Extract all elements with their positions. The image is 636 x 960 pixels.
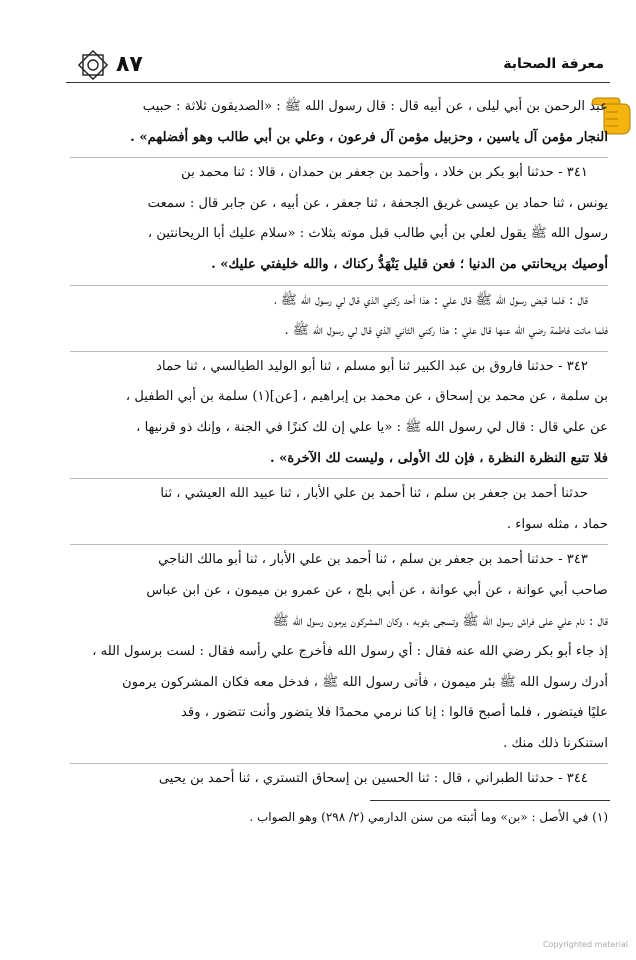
text-line: ٣٤٢ - حدثنا فاروق بن عبد الكبير ثنا أبو مسلم ، ثنا أبو الوليد الطيالسي ، ثنا حماد (156, 358, 588, 374)
text-line: قال : فلما قبض رسول الله ﷺ قال علي : هذا أحد ركني الذي قال لي رسول الله ﷺ ، (274, 292, 588, 308)
page-number: ٨٧ (116, 52, 143, 77)
text-line: عن علي قال : قال لي رسول الله ﷺ : «يا علي إن لك كنزًا في الجنة ، وإنك ذو قرنيها ، (136, 419, 608, 435)
text-line: قال : نام علي على فراش رسول الله ﷺ وتسجى بثوبه ، وكان المشركون يرمون رسول الله ﷺ (272, 613, 608, 629)
text-line: صاحب أبي عوانة ، عن أبي عوانة ، عن أبي بلج ، عن عمرو بن ميمون ، عن ابن عباس (146, 582, 608, 598)
footnote-divider (370, 800, 610, 801)
text-line: أوصيك بريحانتي من الدنيا ؛ فعن قليل يَنْهَدُّ ركناك ، والله خليفتي عليك» . (211, 256, 608, 272)
text-line: النجار مؤمن آل ياسين ، وحزبيل مؤمن آل فرعون ، وعلي بن أبي طالب وهو أفضلهم» . (130, 129, 608, 145)
footnote: (١) في الأصل : «بن» وما أثبته من سنن الدارمي (٢/ ٢٩٨) وهو الصواب . (249, 810, 608, 824)
paragraph-hadith-340-end (70, 92, 608, 153)
copyright-watermark: Copyrighted material (542, 940, 628, 949)
page-header (66, 48, 610, 83)
running-title: معرفة الصحابة (503, 56, 604, 72)
text-line: فلما ماتت فاطمة رضي الله عنها قال علي : هذا ركني الثاني الذي قال لي رسول الله ﷺ . (284, 323, 608, 339)
paragraph-hadith-341-note (70, 285, 608, 347)
octagonal-star-ornament-icon (76, 48, 110, 82)
text-line: عبد الرحمن بن أبي ليلى ، عن أبيه قال : قال رسول الله ﷺ : «الصديقون ثلاثة : حبيب (142, 99, 608, 114)
paragraph-hadith-341 (70, 157, 608, 280)
text-line: حدثنا أحمد بن جعفر بن سلم ، ثنا أحمد بن علي الأبار ، ثنا عبيد الله العيشي ، ثنا (160, 486, 588, 502)
text-line: استنكرنا ذلك منك . (503, 735, 608, 751)
paragraph-hadith-343 (70, 544, 608, 759)
text-line: ٣٤٤ - حدثنا الطبراني ، قال : ثنا الحسين بن إسحاق التستري ، ثنا أحمد بن يحيى (158, 771, 588, 787)
text-line: ٣٤١ - حدثنا أبو بكر بن خلاد ، وأحمد بن جعفر بن حمدان ، قالا : ثنا محمد بن (181, 165, 588, 181)
text-line: بن سلمة ، عن محمد بن إسحاق ، عن محمد بن إبراهيم ، [عن](١) سلمة بن أبي الطفيل ، (125, 389, 608, 405)
text-line: يونس ، ثنا حماد بن عيسى غريق الجحفة ، ثنا جعفر ، عن أبيه ، عن جابر قال : سمعت (147, 195, 608, 211)
paragraph-hadith-342 (70, 351, 608, 474)
text-line: حماد ، مثله سواء . (506, 516, 608, 532)
body-text (70, 92, 608, 795)
text-line: ٣٤٣ - حدثنا أحمد بن جعفر بن سلم ، ثنا أحمد بن علي الأبار ، ثنا أبو مالك الناجي (158, 552, 588, 568)
text-line: أدرك رسول الله ﷺ بئر ميمون ، فأتى رسول الله ﷺ ، فدخل معه فكان المشركون يرمون (122, 674, 608, 690)
paragraph-hadith-342-chain (70, 478, 608, 540)
paragraph-hadith-344 (70, 763, 608, 795)
text-line: رسول الله ﷺ يقول لعلي بن أبي طالب قبل موته بثلاث : «سلام عليك أبا الريحانتين ، (147, 226, 608, 242)
text-line: عليًا فيتضور ، فلما أصبح قالوا : إنا كنا نرمي محمدًا فلا يتضور وأنت تتضور ، وقد (181, 705, 608, 721)
text-line: فلا تتبع النظرة النظرة ، فإن لك الأولى ، وليست لك الآخرة» . (269, 450, 608, 466)
text-line: إذ جاء أبو بكر رضي الله عنه فقال : أي رسول الله فأخرج علي رأسه فقال : لست برسول الله ، (92, 644, 608, 660)
